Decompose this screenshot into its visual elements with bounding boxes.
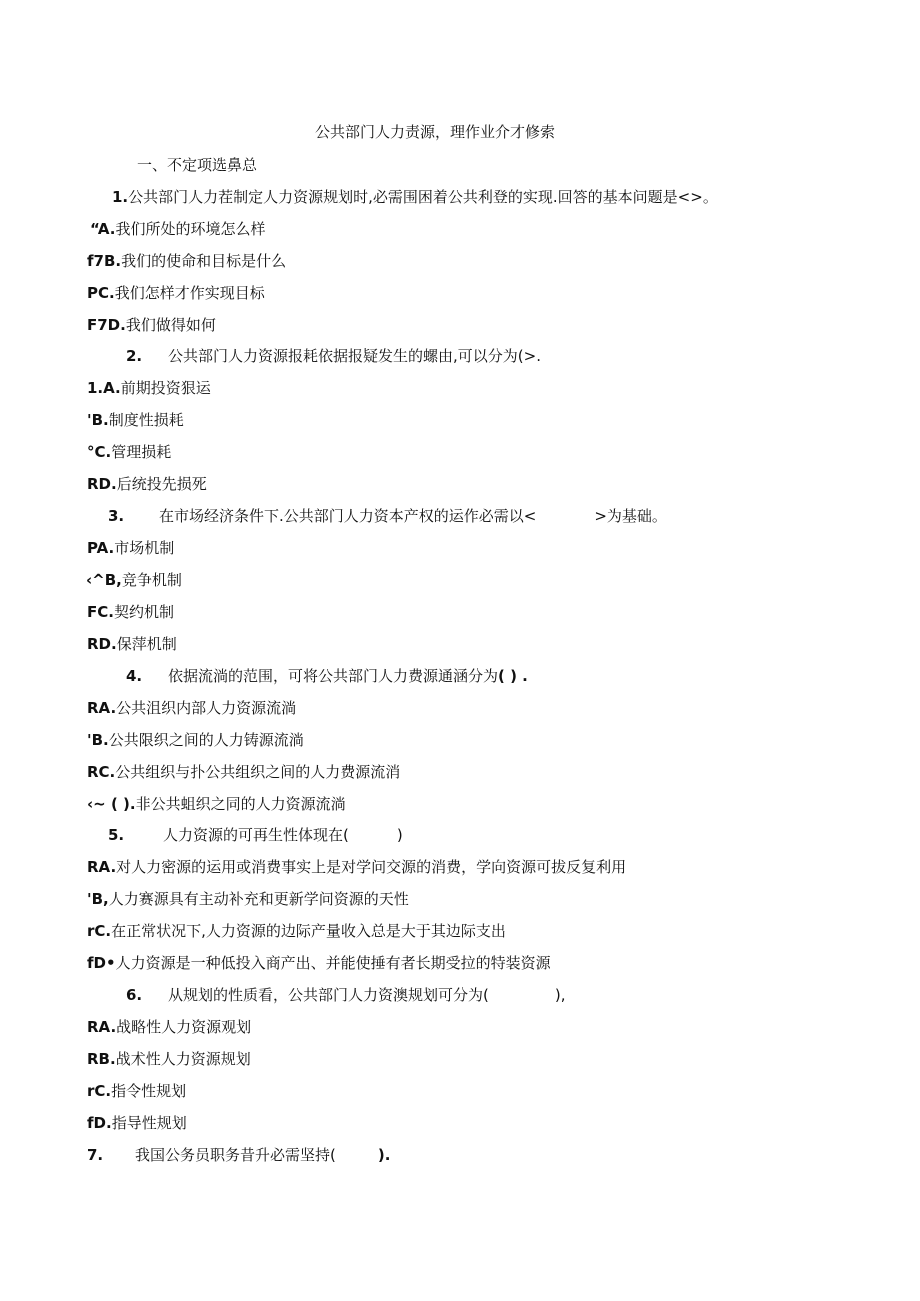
- question-text: 从规划的性质看，公共部门人力资澳规划可分为(: [168, 986, 489, 1004]
- option-text: 我们做得如何: [125, 316, 216, 334]
- option-text: 我们的使命和目标是什么: [121, 252, 287, 270]
- option-5b: [87, 889, 409, 909]
- question-text: 我国公务员职务昔升必需坚持(: [135, 1146, 336, 1164]
- option-mark: RD.: [87, 475, 117, 493]
- option-text: 竞争机制: [121, 571, 182, 589]
- question-text-end: ).: [377, 1146, 391, 1164]
- option-4d: [87, 794, 346, 814]
- option-4c: [87, 762, 400, 782]
- question-text-end: ),: [554, 986, 566, 1004]
- option-1d: [87, 315, 216, 335]
- option-mark: RC.: [87, 763, 116, 781]
- option-3d: [87, 634, 177, 654]
- option-1a: [90, 219, 266, 239]
- question-6: [126, 985, 565, 1005]
- option-mark: RD.: [87, 635, 117, 653]
- option-mark: FC.: [87, 603, 114, 621]
- question-text-end: >为基础。: [594, 507, 667, 525]
- question-number: 1.: [112, 188, 129, 206]
- option-mark: 'B.: [87, 411, 109, 429]
- option-3b: [86, 570, 182, 590]
- question-text: 依据流淌的范围，可将公共部门人力费源通涵分为: [168, 667, 499, 685]
- question-text: 公共部门人力茬制定人力资源规划时,必需围困着公共利登的实现.回答的基本问题是<>。: [128, 188, 718, 206]
- option-mark: PC.: [87, 284, 115, 302]
- option-6a: [87, 1017, 251, 1037]
- option-mark: 1.A.: [87, 379, 121, 397]
- option-text: 制度性损耗: [108, 411, 184, 429]
- option-2d: [87, 474, 207, 494]
- option-2b: [87, 410, 184, 430]
- question-text-end: ( ) .: [498, 667, 528, 685]
- question-number: 3.: [108, 507, 125, 525]
- question-number: 6.: [126, 986, 143, 1004]
- option-2c: [87, 442, 171, 462]
- option-mark: ‹~ ( ).: [87, 795, 136, 813]
- question-number: 2.: [126, 347, 143, 365]
- question-number: 7.: [87, 1146, 104, 1164]
- option-text: 在正常状况下,人力资源的边际产量收入总是大于其边际支出: [111, 922, 506, 940]
- option-3a: [87, 538, 174, 558]
- option-mark: RB.: [87, 1050, 116, 1068]
- option-2a: [87, 378, 211, 398]
- question-number: 5.: [108, 826, 125, 844]
- question-2: [126, 346, 541, 366]
- option-text: 我们所处的环境怎么样: [115, 220, 266, 238]
- option-text: 市场机制: [114, 539, 175, 557]
- option-text: 公共限织之间的人力铸源流淌: [108, 731, 304, 749]
- option-3c: [87, 602, 174, 622]
- option-text: 战术性人力资源规划: [115, 1050, 251, 1068]
- option-6c: [87, 1081, 186, 1101]
- option-5a: [87, 857, 626, 877]
- question-text: 在市场经济条件下.公共部门人力资本产权的运作必需以<: [159, 507, 537, 525]
- option-mark: RA.: [87, 858, 117, 876]
- question-7: [87, 1145, 390, 1165]
- option-mark: rC.: [87, 922, 112, 940]
- option-text: 指令性规划: [111, 1082, 187, 1100]
- question-text: 公共部门人力资源报耗依据报疑发生的螺由,可以分为(>.: [168, 347, 541, 365]
- option-text: 对人力密源的运用或消费事实上是对学问交源的消费，学向资源可拔反复利用: [116, 858, 627, 876]
- option-text: 前期投资狠运: [120, 379, 211, 397]
- option-text: 非公共蛆织之同的人力资源流淌: [135, 795, 346, 813]
- option-mark: rC.: [87, 1082, 112, 1100]
- option-text: 保萍机制: [116, 635, 177, 653]
- option-mark: 'B.: [87, 731, 109, 749]
- document-title: 公共部门人力责源，理作业介才修索: [314, 123, 555, 141]
- option-text: 战略性人力资源观划: [116, 1018, 252, 1036]
- option-mark: °C.: [87, 443, 112, 461]
- section-heading: 一、不定项选鼻总: [137, 156, 258, 174]
- option-1c: [87, 283, 265, 303]
- option-text: 管理损耗: [111, 443, 172, 461]
- question-text-end: ): [396, 826, 403, 844]
- option-text: 人力资源是一种低投入商产出、并能使捶有者长期受拉的特装资源: [115, 954, 551, 972]
- option-mark: f7B.: [87, 252, 122, 270]
- option-mark: 'B,: [87, 890, 109, 908]
- question-1: [112, 187, 718, 207]
- option-mark: RA.: [87, 1018, 117, 1036]
- option-mark: fD.: [87, 1114, 112, 1132]
- option-text: 公共沮织内部人力资源流淌: [116, 699, 297, 717]
- option-mark: ‹^B,: [86, 571, 122, 589]
- option-6b: [87, 1049, 251, 1069]
- question-3: [108, 506, 667, 526]
- option-text: 契约机制: [113, 603, 174, 621]
- option-5c: [87, 921, 506, 941]
- option-mark: “A.: [90, 220, 116, 238]
- question-5: [108, 825, 403, 845]
- option-text: 公共组织与扑公共组织之间的人力费源流消: [115, 763, 401, 781]
- option-1b: [87, 251, 286, 271]
- option-mark: fD•: [87, 954, 116, 972]
- option-mark: PA.: [87, 539, 115, 557]
- option-text: 指导性规划: [111, 1114, 187, 1132]
- option-text: 后统投先损死: [116, 475, 207, 493]
- option-4a: [87, 698, 296, 718]
- option-6d: [87, 1113, 187, 1133]
- option-text: 我们怎样才作实现目标: [114, 284, 265, 302]
- option-mark: RA.: [87, 699, 117, 717]
- question-text: 人力资源的可再生性体现在(: [163, 826, 349, 844]
- option-4b: [87, 730, 304, 750]
- option-mark: F7D.: [87, 316, 126, 334]
- option-text: 人力赛源具有主动补充和更新学问资源的天性: [108, 890, 409, 908]
- question-4: [126, 666, 528, 686]
- option-5d: [87, 953, 551, 973]
- question-number: 4.: [126, 667, 143, 685]
